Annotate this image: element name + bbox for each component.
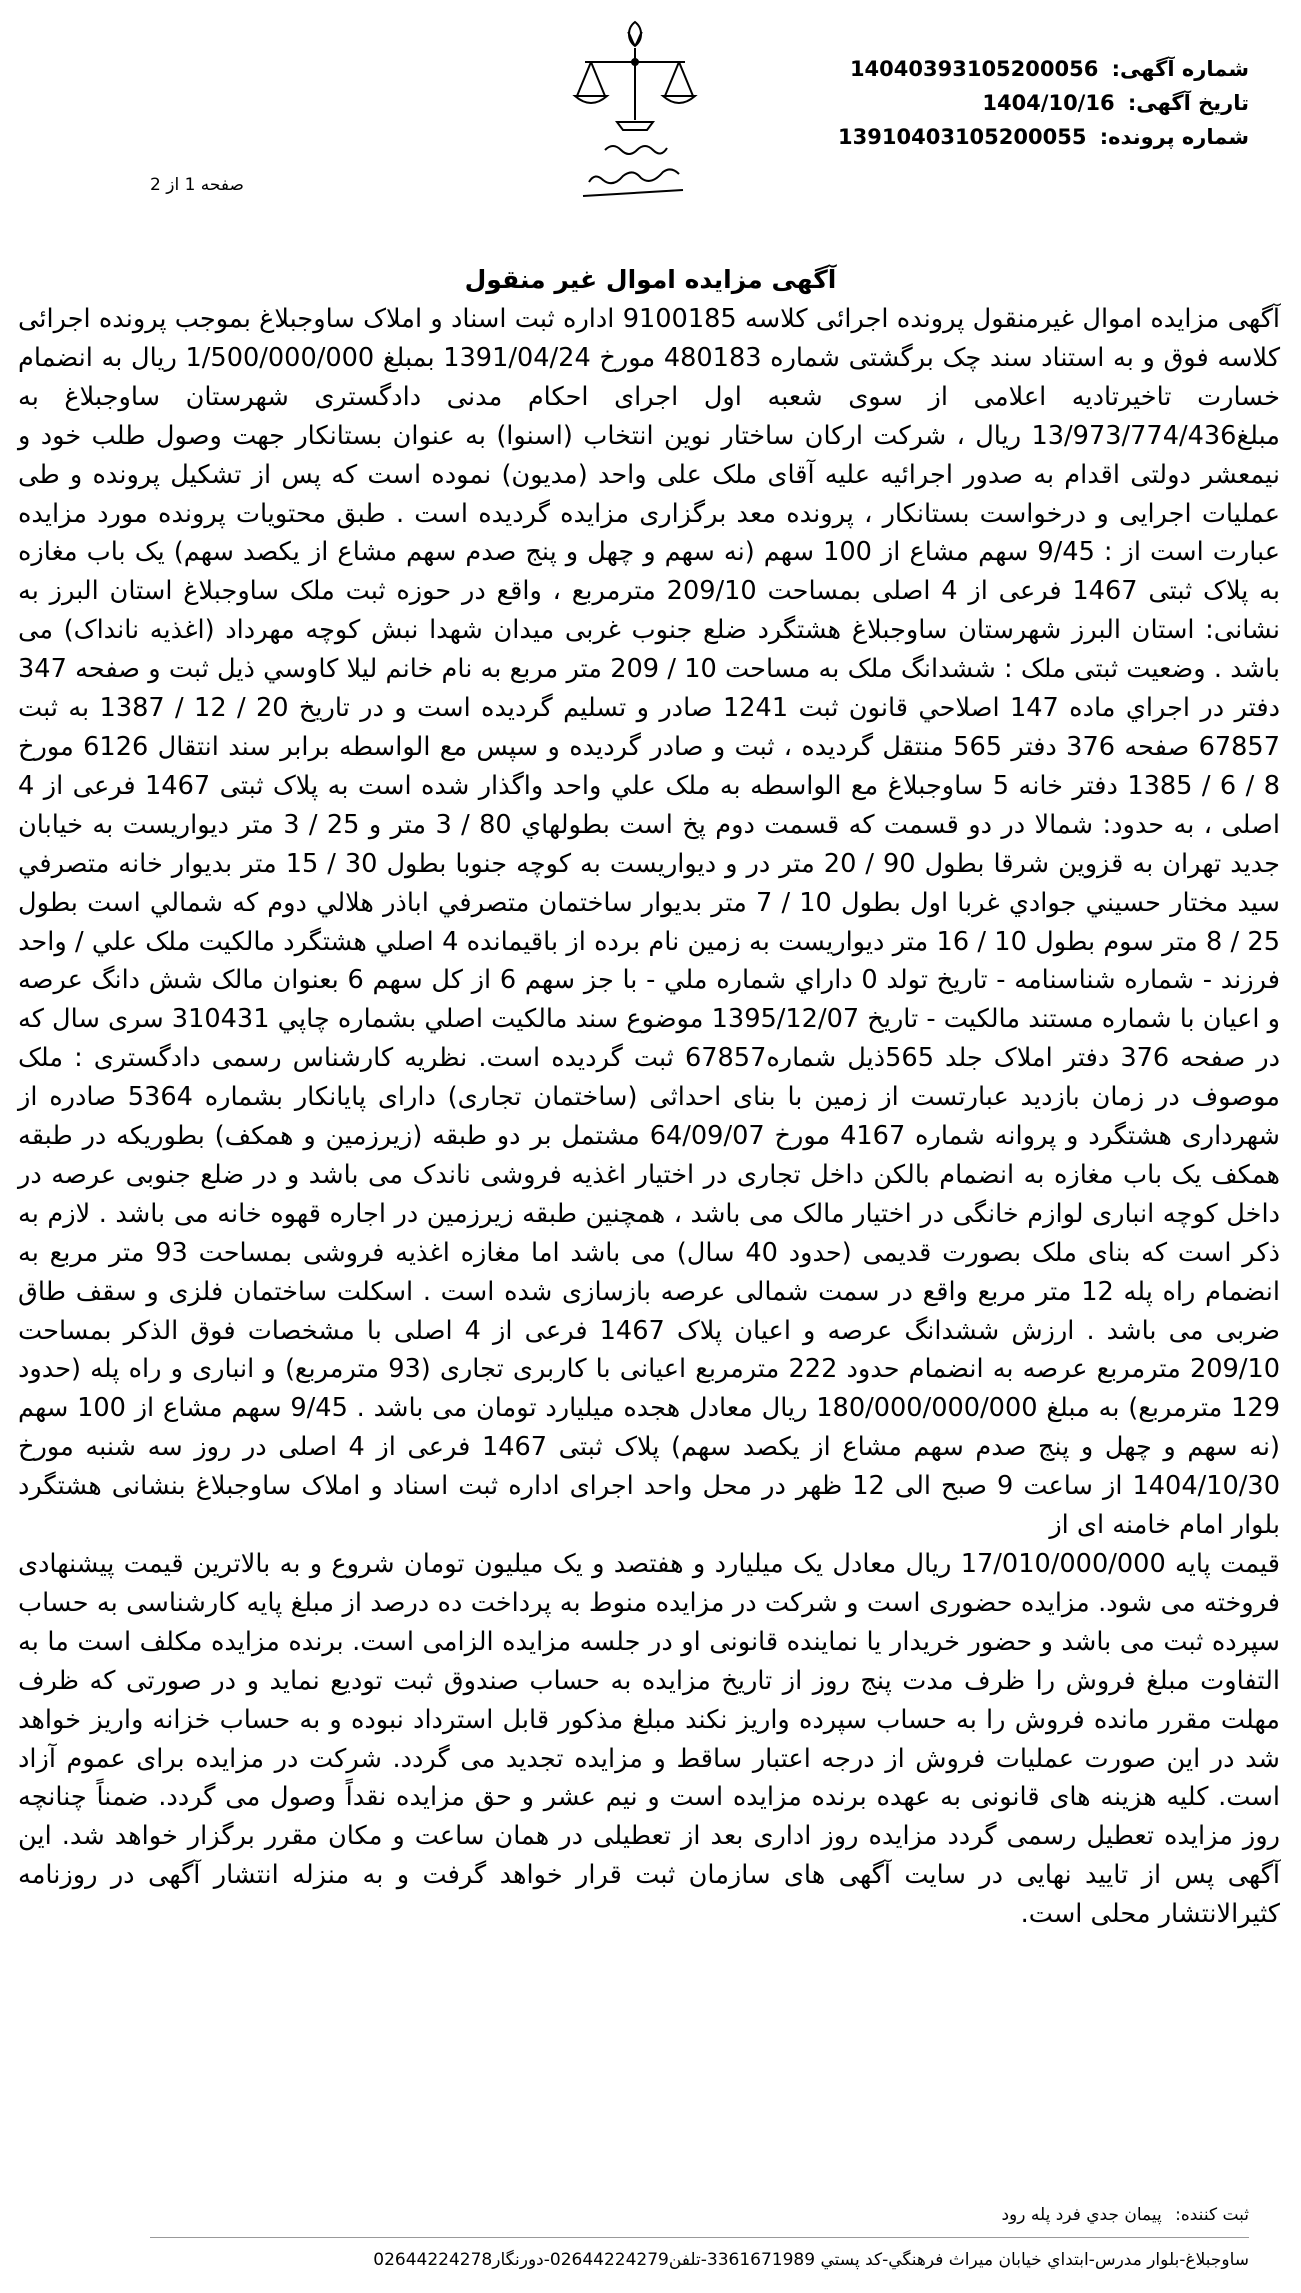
body-paragraph: آگهی مزایده اموال غیرمنقول پرونده اجرائی کلاسه 9100185 اداره ثبت اسناد و املاک ساوجبلاغ بموجب پرونده اجرائی کلاسه فوق و به استناد سند چک برگشتی شماره 480183 مورخ 1391/04/24 بمبلغ 1/500/000/000 ریال به انضمام خسارت تاخیرتادیه اعلامی از سوی شعبه اول اجرای احکام مدنی دادگستری شهرستان ساوجبلاغ به مبلغ13/973/774/436 ریال ، شرکت ارکان ساختار نوین انتخاب (اسنوا) به عنوان بستانکار جهت وصول طلب خود و نیمعشر دولتی اقدام به صدور اجرائیه علیه آقای ملک علی واحد (مدیون) نموده است که پس از تشکیل پرونده و طی عملیات اجرایی و درخواست بستانکار ، پرونده معد برگزاری مزایده گردیده است . طبق محتویات پرونده مورد مزایده عبارت است از : 9/45 سهم مشاع از 100 سهم (نه سهم و چهل و پنج صدم سهم مشاع از یکصد سهم) یک باب مغازه به پلاک ثبتی 1467 فرعی از 4 اصلی بمساحت 209/10 مترمربع ، واقع در حوزه ثبت ملک ساوجبلاغ استان البرز به نشانی: استان البرز شهرستان ساوجبلاغ هشتگرد ضلع جنوب غربی میدان شهدا نبش کوچه مهرداد (اغذیه نانداک) می باشد . وضعیت ثبتی ملک : ششدانگ ملک به مساحت 10 / 209 متر مربع به نام خانم لیلا کاوسي ذیل ثبت و صفحه 347 دفتر در اجراي ماده 147 اصلاحي قانون ثبت 1241 صادر و تسلیم گردیده است و در تاریخ 20 / 12 / 1387 به ثبت 67857 صفحه 376 دفتر 565 منتقل گردیده ، ثبت و صادر گردیده و سپس مع الواسطه برابر سند انتقال 6126 مورخ 8 / 6 / 1385 دفتر خانه 5 ساوجبلاغ مع الواسطه به ملک علي واحد واگذار شده است به پلاک ثبتی 1467 فرعی از 4 اصلی ، به حدود: شمالا در دو قسمت که قسمت دوم پخ است بطولهاي 80 / 3 متر و 25 / 3 متر دیواریست به خیابان جدید تهران به قزوین شرقا بطول 90 / 20 متر در و دیواریست به کوچه جنوبا بطول 30 / 15 متر بدیوار خانه متصرفي سید مختار حسیني جوادي غربا اول بطول 10 / 7 متر بدیوار ساختمان متصرفي اباذر هلالي دوم که شمالي است بطول 25 / 8 متر سوم بطول 10 / 16 متر دیواریست به زمین نام برده از باقیمانده 4 اصلي هشتگرد مالکیت ملک علي / واحد فرزند - شماره شناسنامه - تاریخ تولد 0 داراي شماره ملي - با جز سهم 6 از کل سهم 6 بعنوان مالک شش دانگ عرصه و اعیان با شماره مستند مالکیت - تاریخ 1395/12/07 موضوع سند مالکیت اصلي بشماره چاپي 310431 سری سال که در صفحه 376 دفتر املاک جلد 565ذیل شماره67857 ثبت گردیده است. نظریه کارشناس رسمی دادگستری : ملک موصوف در زمان بازدید عبارتست از زمین با بنای احداثی (ساختمان تجاری) دارای پایانکار بشماره 5364 صادره از شهرداری هشتگرد و پروانه شماره 4167 مورخ 64/09/07 مشتمل بر دو طبقه (زیرزمین و همکف) بطوریکه در طبقه همکف یک باب مغازه به انضمام بالکن داخل تجاری در اختیار اغذیه فروشی ناندک می باشد و در ضلع جنوبی عرصه در داخل کوچه انباری لوازم خانگی در اختیار مالک می باشد ، همچنین طبقه زیرزمین در اجاره قهوه خانه می باشد . لازم به ذکر است که بنای ملک بصورت قدیمی (حدود 40 سال) می باشد اما مغازه اغذیه فروشی بمساحت 93 متر مربع به انضمام راه پله 12 متر مربع واقع در سمت شمالی عرصه بازسازی شده است . اسکلت ساختمان فلزی و سقف طاق ضربی می باشد . ارزش ششدانگ عرصه و اعیان پلاک 1467 فرعی از 4 اصلی با مشخصات فوق الذکر بمساحت 209/10 مترمربع عرصه به انضمام حدود 222 مترمربع اعیانی با کاربری تجاری (93 مترمربع) و انباری و راه پله (حدود 129 مترمربع) به مبلغ 180/000/000/000 ریال معادل هجده میلیارد تومان می باشد . 9/45 سهم مشاع از 100 سهم (نه سهم و چهل و پنج صدم سهم مشاع از یکصد سهم) پلاک ثبتی 1467 فرعی از 4 اصلی در روز سه شنبه مورخ 1404/10/30 از ساعت 9 صبح الی 12 ظهر در محل واحد اجرای اداره ثبت اسناد و املاک ساوجبلاغ بنشانی هشتگرد بلوار امام خامنه ای از: [18, 304, 1281, 1541]
page-indicator: صفحه 1 از 2: [150, 175, 244, 195]
notice-meta: [729, 52, 1249, 154]
notice-date: 1404/10/16: [982, 91, 1115, 115]
notice-date-label: تاریخ آگهی:: [1127, 91, 1249, 115]
file-number-label: شماره پرونده:: [1099, 125, 1249, 149]
registrar-line: [150, 2205, 1249, 2225]
judiciary-emblem-icon: [565, 10, 705, 210]
registrar-label: ثبت کننده:: [1175, 2205, 1249, 2225]
notice-number-label: شماره آگهی:: [1111, 57, 1249, 81]
body-paragraph: قیمت پایه 17/010/000/000 ریال معادل یک میلیارد و هفتصد و یک میلیون تومان شروع و به بالاترین قیمت پیشنهادی فروخته می شود. مزایده حضوری است و شرکت در مزایده منوط به پرداخت ده درصد از مبلغ پایه کارشناسی به حساب سپرده ثبت می باشد و حضور خریدار یا نماینده قانونی او در جلسه مزایده الزامی است. برنده مزایده مکلف است ما به التفاوت مبلغ فروش را ظرف مدت پنج روز از تاریخ مزایده به حساب صندوق ثبت تودیع نماید و در صورتی که ظرف مهلت مقرر مانده فروش را به حساب سپرده واریز نکند مبلغ مذکور قابل استرداد نبوده و به حساب خزانه واریز خواهد شد در این صورت عملیات فروش از درجه اعتبار ساقط و مزایده تجدید می گردد. شرکت در مزایده برای عموم آزاد است. کلیه هزینه های قانونی به عهده برنده مزایده است و نیم عشر و حق مزایده نقداً وصول می گردد. ضمناً چنانچه روز مزایده تعطیل رسمی گردد مزایده روز اداری بعد از تعطیلی در همان ساعت و مکان مقرر برگزار خواهد شد. این آگهی پس از تایید نهایی در سایت آگهی های سازمان ثبت قرار خواهد گرفت و به منزله انتشار آگهی در روزنامه کثیرالانتشار محلی است.: [18, 1549, 1280, 1930]
notice-body: [18, 300, 1280, 1934]
office-address: ساوجبلاغ-بلوار مدرس-ابتداي خیابان میراث فرهنگي-کد پستي 3361671989-تلفن02644224279-دورنگار02644224278: [373, 2250, 1249, 2270]
footer-divider: [150, 2237, 1249, 2238]
notice-number: 14040393105200056: [849, 57, 1099, 81]
file-number-row: [729, 120, 1249, 154]
file-number: 13910403105200055: [838, 125, 1087, 149]
page-title: آگهی مزایده اموال غیر منقول: [464, 265, 837, 294]
registrar-name: پیمان جدي فرد پله رود: [1001, 2205, 1162, 2225]
notice-number-row: [729, 52, 1249, 86]
notice-date-row: [729, 86, 1249, 120]
